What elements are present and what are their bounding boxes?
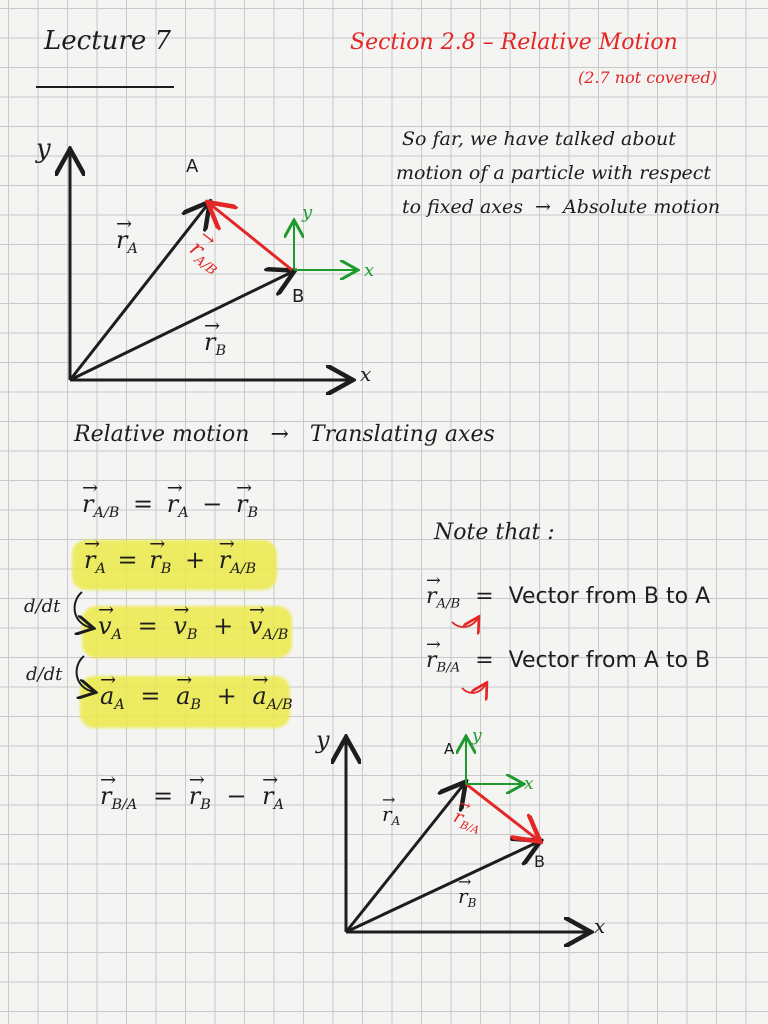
eq2-term2-sub: A/B: [230, 561, 257, 578]
intro-fixed-axes: to fixed axes: [402, 196, 523, 218]
d2-y-label: y: [316, 726, 330, 754]
equation-ra: [84, 546, 256, 577]
equation-rba: [100, 782, 284, 813]
note-rba: [426, 648, 710, 676]
d1-rab-symbol: → r: [185, 236, 209, 262]
note-rab-text: Vector from B to A: [508, 584, 711, 609]
eq5-term2-sub: A: [273, 797, 285, 814]
d1-rab-sub: A/B: [191, 252, 220, 279]
eq5-equals: =: [152, 782, 174, 810]
equation-aa: [100, 682, 293, 713]
d1-ra-symbol: → r: [116, 226, 127, 254]
eq4-term2-sub: A/B: [266, 697, 293, 714]
eq3-term1-sub: B: [186, 627, 198, 644]
eq4-term1-sub: B: [190, 697, 201, 714]
eq3-lhs: → v: [98, 612, 112, 640]
ddt-label-2: d/dt: [26, 664, 63, 685]
eq5-term1-sub: B: [200, 797, 211, 814]
d2-ra-sub: A: [391, 814, 401, 829]
d2-rba-symbol: → r: [451, 806, 466, 829]
intro-line-2: motion of a particle with respect: [396, 162, 712, 184]
intro-line-1: So far, we have talked about: [402, 128, 676, 150]
eq4-equals: =: [140, 682, 161, 710]
d1-y-label: y: [36, 134, 51, 164]
note-heading: Note that :: [434, 520, 555, 545]
eq2-plus: +: [184, 546, 206, 574]
lecture-title: Lecture 7: [44, 26, 172, 56]
eq5-minus: −: [226, 782, 247, 810]
translating-axes-label: Translating axes: [309, 422, 495, 447]
equation-rab: [82, 490, 258, 521]
d2-x-label: x: [594, 914, 606, 938]
d1-rb-sub: B: [215, 343, 227, 360]
d2-rba-sub: B/A: [458, 818, 481, 837]
eq5-lhs-sub: B/A: [111, 797, 138, 814]
eq1-term2-sub: B: [247, 505, 259, 522]
d1-point-a: A: [186, 156, 199, 177]
d1-local-x-label: x: [364, 260, 375, 281]
d2-local-x-label: x: [524, 774, 534, 794]
note-rab-symbol: → r: [426, 584, 437, 609]
eq2-lhs: → r: [84, 546, 95, 574]
d1-rb-symbol: → r: [204, 328, 215, 356]
relative-motion-label: Relative motion: [74, 422, 250, 447]
eq4-term2: → a: [252, 682, 266, 710]
eq5-lhs: → r: [100, 782, 111, 810]
d2-vector-rb: [346, 842, 538, 932]
eq2-term1-sub: B: [160, 561, 172, 578]
d1-label-rb: [204, 328, 226, 359]
d1-x-label: x: [360, 362, 372, 386]
eq2-lhs-sub: A: [95, 561, 106, 578]
d2-rb-sub: B: [467, 896, 477, 911]
note-rba-sub: B/A: [436, 660, 461, 676]
d2-local-y-label: y: [472, 726, 482, 746]
eq3-equals: =: [137, 612, 158, 640]
d1-vector-ra: [70, 204, 208, 380]
d2-point-b: B: [534, 852, 545, 871]
intro-line-3: [402, 196, 720, 218]
note-rab-equals: =: [475, 584, 494, 609]
eq3-lhs-sub: A: [111, 627, 122, 644]
d1-local-y-label: y: [302, 202, 313, 223]
intro-arrow: →: [535, 196, 551, 218]
d1-vector-rb: [70, 272, 292, 380]
d2-label-ra: [382, 802, 400, 828]
eq3-plus: +: [213, 612, 234, 640]
note-rba-equals: =: [475, 648, 494, 673]
eq1-lhs: → r: [82, 490, 93, 518]
eq1-term2: → r: [236, 490, 247, 518]
eq1-term1-sub: A: [178, 505, 189, 522]
eq1-minus: −: [202, 490, 223, 518]
d2-vector-ra: [346, 784, 464, 932]
ddt-label-1: d/dt: [24, 596, 61, 617]
d2-ra-symbol: → r: [382, 802, 392, 826]
d1-point-b: B: [292, 286, 305, 307]
equation-va: [98, 612, 288, 643]
note-rab-sub: A/B: [436, 596, 461, 612]
eq4-plus: +: [216, 682, 237, 710]
d2-rb-symbol: → r: [458, 884, 468, 908]
eq2-term2: → r: [219, 546, 230, 574]
relative-motion-arrow: →: [270, 422, 289, 447]
eq1-lhs-sub: A/B: [93, 505, 120, 522]
eq2-equals: =: [117, 546, 138, 574]
d1-label-ra: [116, 226, 138, 257]
note-rba-symbol: → r: [426, 648, 437, 673]
relative-motion-line: [74, 422, 495, 447]
intro-absolute-motion: Absolute motion: [563, 196, 721, 218]
d2-point-a: A: [444, 740, 455, 758]
eq3-term2-sub: A/B: [262, 627, 289, 644]
eq4-term1: → a: [176, 682, 190, 710]
section-note: (2.7 not covered): [578, 68, 717, 87]
eq5-term1: → r: [189, 782, 200, 810]
derivative-brackets: [75, 592, 94, 692]
eq3-term2: → v: [249, 612, 263, 640]
eq3-term1: → v: [173, 612, 187, 640]
eq1-term1: → r: [167, 490, 178, 518]
title-underline: [36, 86, 174, 88]
eq4-lhs: → a: [100, 682, 114, 710]
eq2-term1: → r: [149, 546, 160, 574]
d2-label-rb: [458, 884, 476, 910]
eq4-lhs-sub: A: [114, 697, 125, 714]
d1-ra-sub: A: [127, 241, 138, 258]
eq1-equals: =: [132, 490, 154, 518]
note-rba-text: Vector from A to B: [508, 648, 711, 673]
note-rab: [426, 584, 710, 612]
eq5-term2: → r: [262, 782, 273, 810]
section-title: Section 2.8 – Relative Motion: [350, 30, 678, 55]
